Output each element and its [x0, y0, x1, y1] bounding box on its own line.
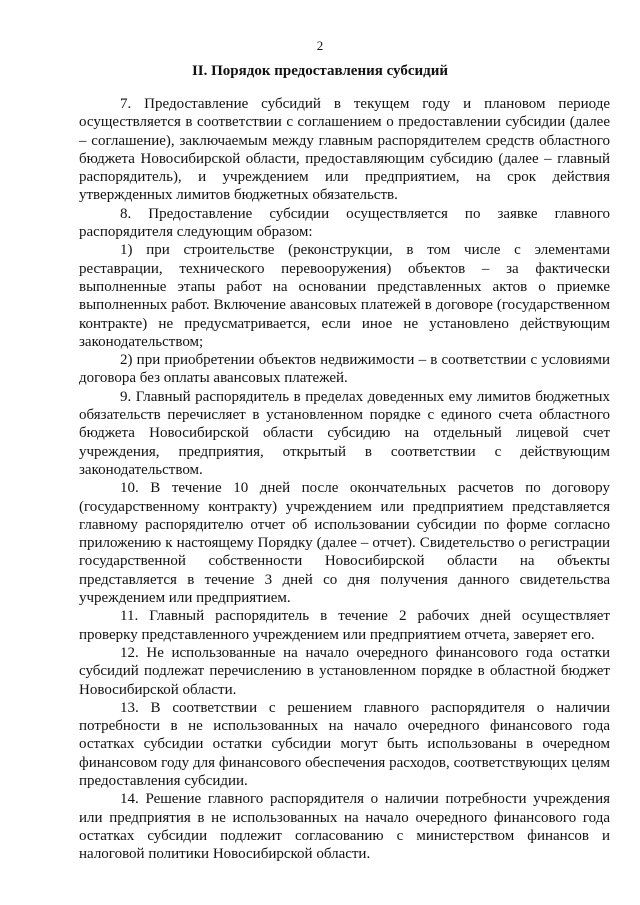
paragraph-8: 8. Предоставление субсидии осуществляется по заявке главного распорядителя следующим образом: — [79, 205, 610, 241]
paragraph-7: 7. Предоставление субсидий в текущем году и плановом периоде осуществляется в соответствии с соглашением о предоставлении субсидии (далее – соглашение), заключаемым между главным распорядителем средств областного бюджета Новосибирской области, предоставляющим субсидию (далее – главный распорядитель), и учреждением или предприятием, на срок действия утвержденных лимитов бюджетных обязательств. — [79, 96, 610, 204]
paragraph-13: 13. В соответствии с решением главного распорядителя о наличии потребности в не использованных на начало очередного финансового года остатках субсидии остатки субсидии могут быть использованы в очередном финансовом году для финансового обеспечения расходов, соответствующих целям предоставления субсидии. — [79, 699, 610, 789]
paragraph-14: 14. Решение главного распорядителя о наличии потребности учреждения или предприятия в не использованных на начало очередного финансового года остатках субсидии подлежит согласованию с министерством финансов и налоговой политики Новосибирской области. — [79, 791, 610, 863]
document-body — [79, 95, 610, 863]
paragraph-10: 10. В течение 10 дней после окончательных расчетов по договору (государственному контракту) учреждением или предприятием представляется главному распорядителю отчет об использовании субсидии по форме согласно приложению к настоящему Порядку (далее – отчет). Свидетельство о регистрации государственной собственности Новосибирской области на объекты представляется в течение 3 дней со дня получения данного свидетельства учреждением или предприятием. — [79, 480, 610, 607]
paragraph-9: 9. Главный распорядитель в пределах доведенных ему лимитов бюджетных обязательств перечисляет в установленном порядке с единого счета областного бюджета Новосибирской области субсидию на отдельный лицевой счет учреждения, предприятия, открытый в соответствии с действующим законодательством. — [79, 388, 610, 478]
paragraph-11: 11. Главный распорядитель в течение 2 рабочих дней осуществляет проверку представленного учреждением или предприятием отчета, заверяет его. — [79, 608, 610, 643]
paragraph-12: 12. Не использованные на начало очередного финансового года остатки субсидий подлежат перечислению в установленном порядке в областной бюджет Новосибирской области. — [79, 644, 610, 698]
page-number: 2 — [316, 38, 324, 53]
paragraph-8-item-2: 2) при приобретении объектов недвижимости – в соответствии с условиями договора без оплаты авансовых платежей. — [79, 352, 610, 387]
paragraph-8-item-1: 1) при строительстве (реконструкции, в том числе с элементами реставрации, технического перевооружения) объектов – за фактически выполненные этапы работ на основании представленных актов о приемке выполненных работ. Включение авансовых платежей в договоре (государственном контракте) не предусматривается, если иное не установлено действующим законодательством; — [79, 242, 610, 350]
section-heading: II. Порядок предоставления субсидий — [191, 63, 449, 79]
